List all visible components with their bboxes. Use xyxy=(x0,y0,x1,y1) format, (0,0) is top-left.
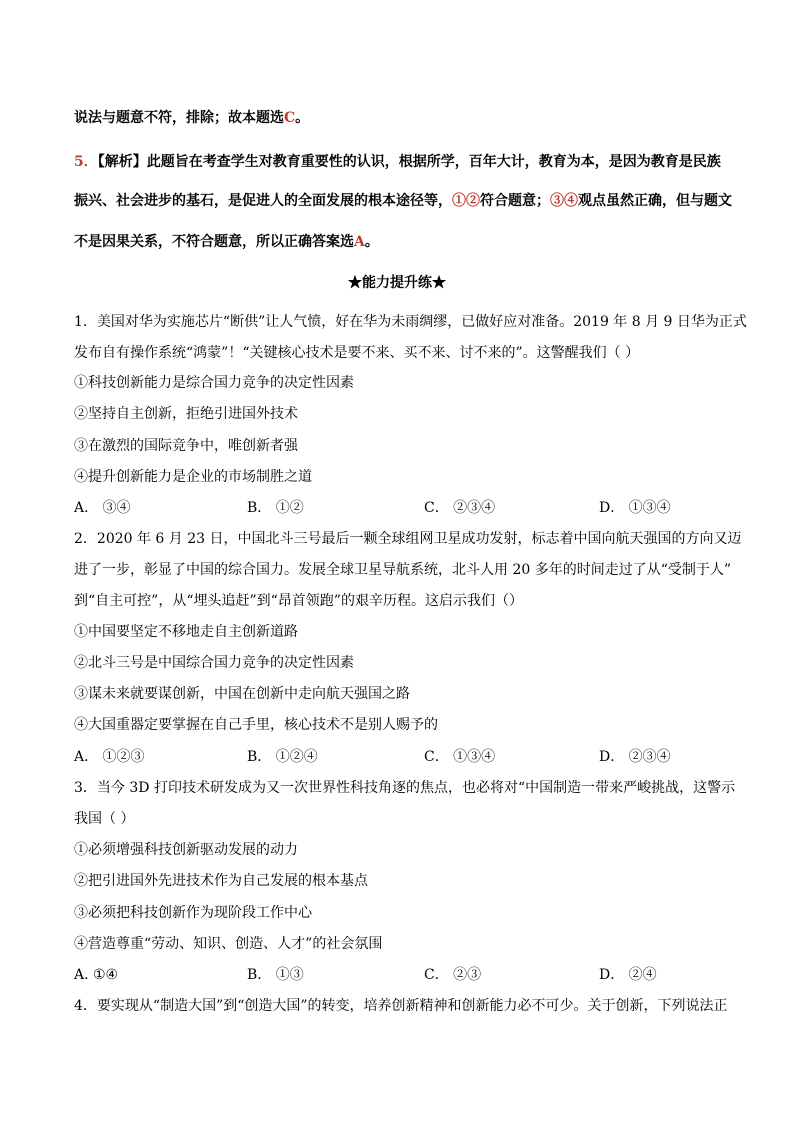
q2-stem-line2: 进了一步，彰显了中国的综合国力。发展全球卫星导航系统，北斗人用 20 多年的时间走过了从“受制于人” xyxy=(74,562,732,578)
option-c: C． ②③④ xyxy=(424,500,496,516)
q3-item-2: ②把引进国外先进技术作为自己发展的根本基点 xyxy=(74,873,368,889)
analysis-tail-text: 说法与题意不符，排除；故本题选 xyxy=(74,110,284,126)
option-a: A. ①④ xyxy=(74,967,119,983)
q2-stem-line1: 2．2020 年 6 月 23 日，中国北斗三号最后一颗全球组网卫星成功发射，标志着中国向航天强国的方向又迈 xyxy=(74,531,742,547)
q3-stem-line2: 我国（ ） xyxy=(74,811,135,827)
analysis-text: 。 xyxy=(364,234,379,250)
analysis-text: 振兴、社会进步的基石，是促进人的全面发展的根本途径等， xyxy=(74,193,452,209)
q2-stem-line3: 到“自主可控”，从“埋头追赶”到“昂首领跑”的艰辛历程。这启示我们（） xyxy=(74,593,523,609)
analysis-tag: 【解析】 xyxy=(97,154,147,170)
q1-item-2: ②坚持自主创新，拒绝引进国外技术 xyxy=(74,406,298,422)
option-d: D． ①③④ xyxy=(599,500,671,516)
circled-numbers: ①② xyxy=(452,193,480,209)
q1-item-3: ③在激烈的国际竞争中，唯创新者强 xyxy=(74,438,298,454)
option-b: B． ①③ xyxy=(247,967,304,983)
q1-stem-line2: 发布自有操作系统“鸿蒙”！“关键核心技术是要不来、买不来、讨不来的”。这警醒我们（ ） xyxy=(74,345,640,361)
q2-item-1: ①中国要坚定不移地走自主创新道路 xyxy=(74,624,298,640)
analysis-text: 此题旨在考查学生对教育重要性的认识，根据所学，百年大计，教育为本，是因为教育是民族 xyxy=(146,154,721,170)
q2-item-2: ②北斗三号是中国综合国力竞争的决定性因素 xyxy=(74,655,354,671)
option-b: B． ①② xyxy=(247,500,304,516)
option-d: D． ②④ xyxy=(599,967,657,983)
q3-item-3: ③必须把科技创新作为现阶段工作中心 xyxy=(74,905,312,921)
option-a: A． ③④ xyxy=(74,500,131,516)
circled-numbers: ③④ xyxy=(550,193,578,209)
answer-letter: C xyxy=(284,110,296,126)
analysis-tail-end: 。 xyxy=(295,110,310,126)
q1-item-4: ④提升创新能力是企业的市场制胜之道 xyxy=(74,469,312,485)
analysis-text: 观点虽然正确，但与题文 xyxy=(578,193,732,209)
option-a: A． ①②③ xyxy=(74,749,145,765)
answer-letter: A xyxy=(354,234,365,250)
q3-item-1: ①必须增强科技创新驱动发展的动力 xyxy=(74,842,298,858)
analysis-text: 符合题意； xyxy=(480,193,550,209)
analysis5-line2 xyxy=(74,191,732,211)
option-b: B． ①②④ xyxy=(247,749,318,765)
analysis5-line3 xyxy=(74,232,379,252)
analysis-text: 不是因果关系，不符合题意，所以正确答案选 xyxy=(74,234,354,250)
analysis5-line1 xyxy=(74,152,721,172)
q2-item-3: ③谋未来就要谋创新，中国在创新中走向航天强国之路 xyxy=(74,686,410,702)
q3-item-4: ④营造尊重“劳动、知识、创造、人才”的社会氛围 xyxy=(74,936,383,952)
q1-stem-line1: 1．美国对华为实施芯片“断供”让人气愤，好在华为未雨绸缪，已做好应对准备。2019 年 8 月 9 日华为正式 xyxy=(74,314,747,330)
analysis-tail-line xyxy=(74,108,309,128)
q2-item-4: ④大国重器定要掌握在自己手里，核心技术不是别人赐予的 xyxy=(74,717,438,733)
option-c: C． ②③ xyxy=(424,967,482,983)
q1-item-1: ①科技创新能力是综合国力竞争的决定性因素 xyxy=(74,375,354,391)
q3-stem-line1: 3．当今 3D 打印技术研发成为又一次世界性科技角逐的焦点，也必将对“中国制造一带来严峻挑战，这警示 xyxy=(74,780,736,796)
q4-stem-line1: 4．要实现从“制造大国”到“创造大国”的转变，培养创新精神和创新能力必不可少。关于创新，下列说法正 xyxy=(74,998,728,1014)
option-c: C． ①③④ xyxy=(424,749,496,765)
analysis-number: 5． xyxy=(74,154,98,170)
option-d: D． ②③④ xyxy=(599,749,671,765)
section-title: ★能力提升练★ xyxy=(348,275,446,291)
